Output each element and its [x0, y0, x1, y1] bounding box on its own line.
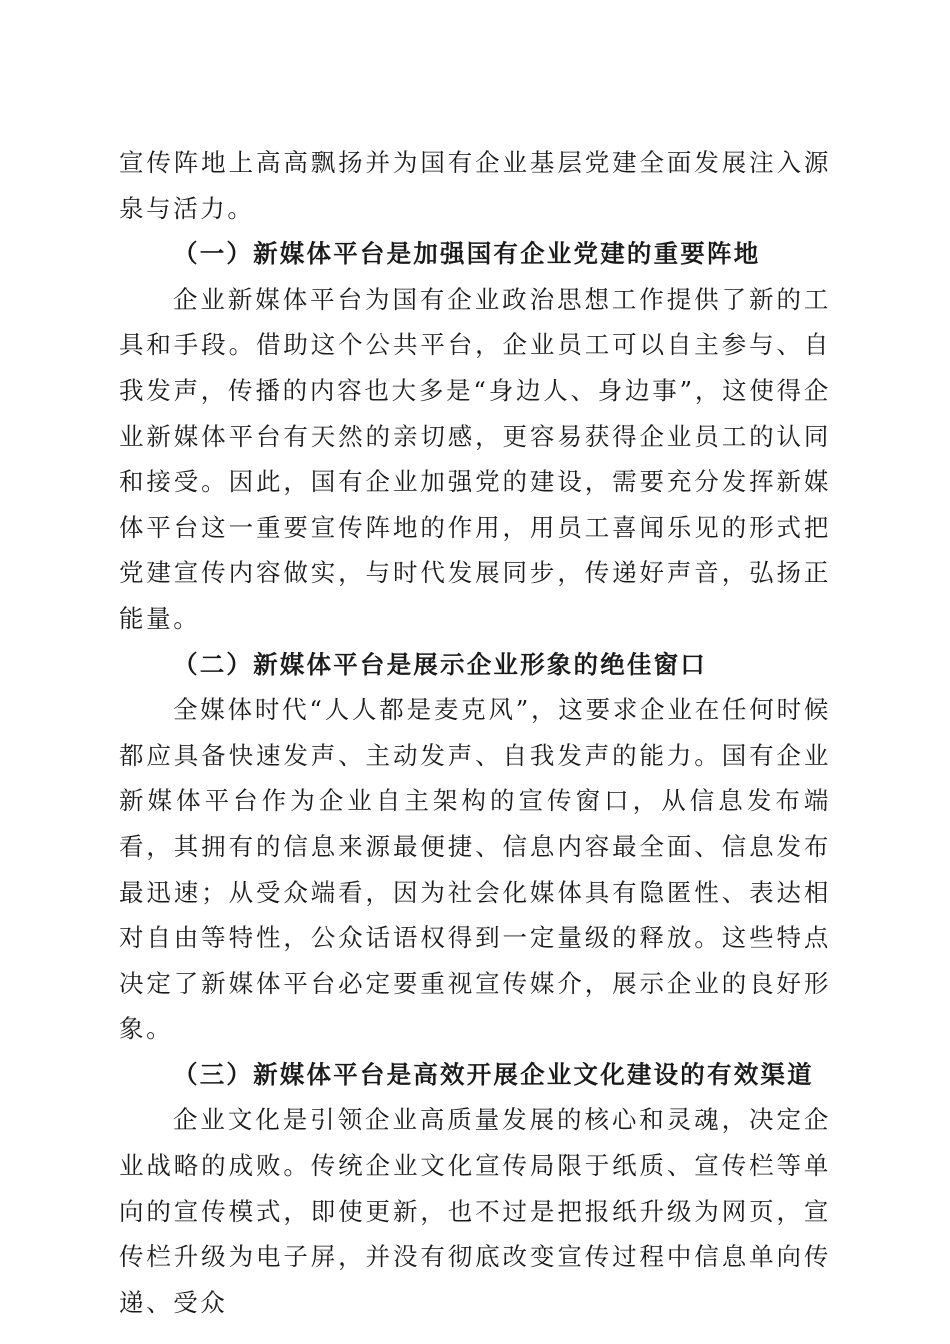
document-body — [119, 140, 831, 1325]
body-paragraph-2: 全媒体时代“人人都是麦克风”，这要求企业在任何时候都应具备快速发声、主动发声、自我发声的能力。国有企业新媒体平台作为企业自主架构的宣传窗口，从信息发布端看，其拥有的信息来源最便捷、信息内容最全面、信息发布最迅速；从受众端看，因为社会化媒体具有隐匿性、表达相对自由等特性，公众话语权得到一定量级的释放。这些特点决定了新媒体平台必定要重视宣传媒介，展示企业的良好形象。 — [119, 695, 831, 1044]
section-heading-2: （二）新媒体平台是展示企业形象的绝佳窗口 — [173, 649, 707, 679]
body-paragraph-3: 企业文化是引领企业高质量发展的核心和灵魂，决定企业战略的成败。传统企业文化宣传局限于纸质、宣传栏等单向的宣传模式，即使更新，也不过是把报纸升级为网页，宣传栏升级为电子屏，并没有彻底改变宣传过程中信息单向传递、受众 — [119, 1105, 831, 1317]
body-paragraph-continuation: 宣传阵地上高高飘扬并为国有企业基层党建全面发展注入源泉与活力。 — [119, 148, 831, 223]
section-heading-3: （三）新媒体平台是高效开展企业文化建设的有效渠道 — [173, 1059, 814, 1089]
body-paragraph-1: 企业新媒体平台为国有企业政治思想工作提供了新的工具和手段。借助这个公共平台，企业员工可以自主参与、自我发声，传播的内容也大多是“身边人、身边事”，这使得企业新媒体平台有天然的亲切感，更容易获得企业员工的认同和接受。因此，国有企业加强党的建设，需要充分发挥新媒体平台这一重要宣传阵地的作用，用员工喜闻乐见的形式把党建宣传内容做实，与时代发展同步，传递好声音，弘扬正能量。 — [119, 284, 831, 633]
section-heading-1: （一）新媒体平台是加强国有企业党建的重要阵地 — [173, 239, 761, 269]
